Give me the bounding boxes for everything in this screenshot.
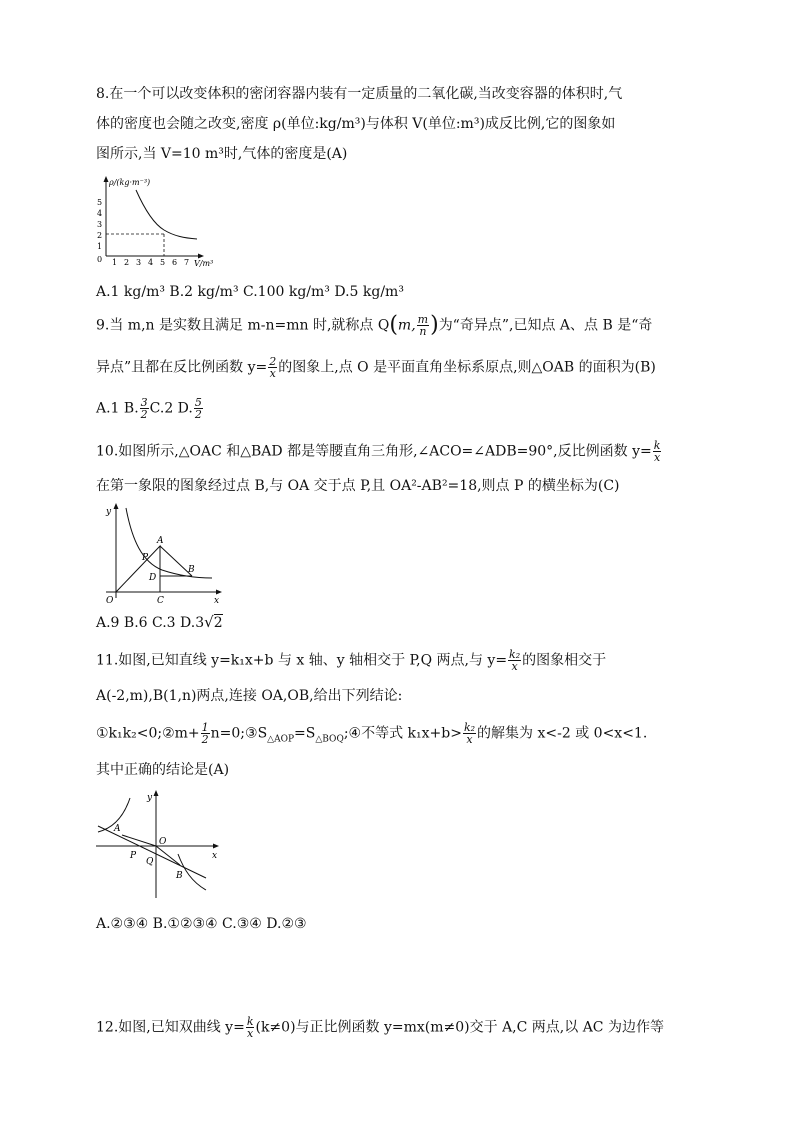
q9-m-over-n: $\frac{m}{n}$ (417, 313, 429, 338)
q9-line-2: 异点”且都在反比例函数 y= $\frac{2}{x}$ 的图象上,点 O 是平面直角坐标系原点,则△OAB 的面积为(B) (96, 355, 656, 380)
q8-xtick-4: 4 (148, 258, 154, 267)
q10-line-1: 10.如图所示,△OAC 和△BAD 都是等腰直角三角形,∠ACO=∠ADB=90°,反比例函数 y= $\frac{k}{x}$ (96, 439, 661, 464)
q9-left-paren: ( (389, 312, 398, 338)
q8-xlabel: V/m³ (194, 259, 214, 268)
q10-triangle-oac (116, 546, 160, 592)
q11-line-hyperbola-graph (92, 786, 222, 902)
q9-opt-d-frac: $\frac{5}{2}$ (194, 396, 202, 421)
q8-ytick-1: 1 (97, 242, 103, 251)
q11-half: $\frac{1}{2}$ (201, 721, 209, 746)
q8-xtick-1: 1 (112, 258, 118, 267)
q11-line-1: 11.如图,已知直线 y=k₁x+b 与 x 轴、y 轴相交于 P,Q 两点,与 y= $\frac{\text{k₂}}{x}$ 的图象相交于 (96, 648, 607, 673)
q11-a-label: A (114, 824, 121, 834)
q11-k2-over-x-2: $\frac{\text{k₂}}{x}$ (463, 721, 476, 746)
q8-xtick-2: 2 (124, 258, 130, 267)
q12-k-over-x: $\frac{k}{x}$ (246, 1015, 254, 1040)
q8-ytick-2: 2 (97, 231, 103, 240)
q11-options: A.②③④ B.①②③④ C.③④ D.②③ (96, 916, 307, 932)
q8-options: A.1 kg/m³ B.2 kg/m³ C.100 kg/m³ D.5 kg/m³ (96, 284, 404, 300)
q12-line-1: 12.如图,已知双曲线 y= $\frac{k}{x}$ (k≠0)与正比例函数 y=mx(m≠0)交于 A,C 两点,以 AC 为边作等 (96, 1015, 664, 1040)
q10-c-label: C (157, 596, 164, 606)
q8-density-graph (92, 172, 222, 270)
q8-ytick-3: 3 (97, 220, 103, 229)
q8-ytick-5: 5 (97, 198, 103, 207)
q11-x-label: x (212, 851, 218, 861)
q8-xtick-7: 7 (184, 258, 190, 267)
q10-o-label: O (106, 596, 114, 606)
q10-p-label: P (142, 553, 149, 563)
q11-p-label: P (130, 851, 137, 861)
q11-y-label: y (147, 793, 153, 803)
q8-ylabel: ρ/(kg·m⁻³) (109, 178, 151, 187)
q10-y-label: y (106, 507, 112, 517)
q8-curve (136, 190, 197, 239)
q11-line-3: ①k₁k₂<0;②m+ $\frac{1}{2}$ $n=0;③S_{\triangle AOP}=S_{\triangle BOQ};④$不等式 k₁x+b> $\frac{\text{k₂}}{x}$ 的解集为 x<-2 或 0<x<1. (96, 721, 648, 746)
q10-triangles-graph (96, 500, 226, 606)
q9-line-1b: 为“奇异点”,已知点 A、点 B 是“奇 (438, 317, 653, 334)
q11-q-label: Q (146, 857, 154, 867)
q8-xtick-3: 3 (136, 258, 142, 267)
q8-xtick-5: 5 (160, 258, 166, 267)
q8-origin-label: 0 (97, 255, 103, 264)
q9-opt-b-frac: $\frac{3}{2}$ (140, 396, 148, 421)
q10-x-label: x (214, 596, 220, 606)
q10-b-label: B (188, 565, 195, 575)
q10-line-2: 在第一象限的图象经过点 B,与 OA 交于点 P,且 OA²-AB²=18,则点 P 的横坐标为(C) (96, 478, 620, 494)
q11-o-label: O (159, 837, 167, 847)
q9-line-1 (96, 314, 652, 337)
q9-two-over-x: $\frac{2}{x}$ (269, 355, 277, 380)
q10-k-over-x: $\frac{k}{x}$ (653, 439, 661, 464)
q9-point-m: m, (397, 317, 416, 334)
q8-line-3: 图所示,当 V=10 m³时,气体的密度是(A) (96, 146, 348, 162)
q11-line-2: A(-2,m),B(1,n)两点,连接 OA,OB,给出下列结论: (96, 688, 403, 704)
q8-line-2: 体的密度也会随之改变,密度 ρ(单位:kg/m³)与体积 V(单位:m³)成反比例,它的图象如 (96, 116, 616, 132)
q11-line-4: 其中正确的结论是(A) (96, 762, 230, 778)
q8-xtick-6: 6 (172, 258, 178, 267)
q8-ytick-4: 4 (97, 209, 103, 218)
sqrt-icon: √ (204, 613, 214, 631)
q9-right-paren: ) (430, 312, 439, 338)
q10-options: A.9 B.6 C.3 D.3√2 (96, 613, 223, 631)
q11-b-label: B (176, 871, 183, 881)
q11-k2-over-x: $\frac{\text{k₂}}{x}$ (509, 648, 521, 673)
q8-line-1: 8.在一个可以改变体积的密闭容器内装有一定质量的二氧化碳,当改变容器的体积时,气 (96, 86, 623, 102)
q9-options: A.1 B. $\frac{3}{2}$ C.2 D. $\frac{5}{2}$ (96, 396, 202, 421)
q10-a-label: A (157, 536, 164, 546)
q9-line-1a: 9.当 m,n 是实数且满足 m-n=mn 时,就称点 Q (96, 317, 390, 334)
q10-d-label: D (149, 573, 157, 583)
